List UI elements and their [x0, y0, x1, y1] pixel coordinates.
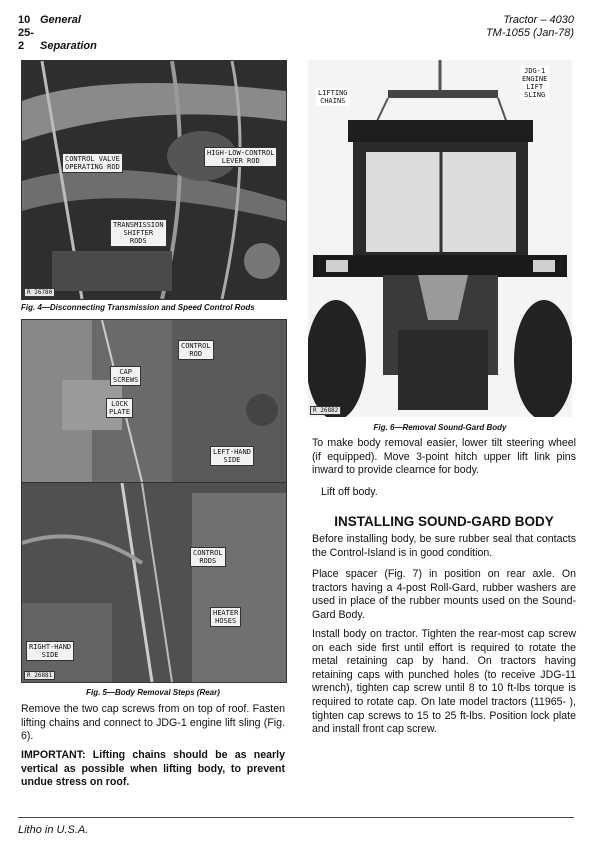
- right-paragraph-3: Before installing body, be sure rubber seal that contacts the Control-Island is in good condition.: [312, 533, 576, 559]
- header-left: [18, 14, 218, 53]
- fig5-label-right-hand-side: RIGHT-HAND SIDE: [26, 641, 74, 661]
- important-note: IMPORTANT: Lifting chains should be as nearly vertical as possible when lifting body, to prevent undue stress on roof.: [21, 749, 285, 789]
- fig5-label-control-rod: CONTROL ROD: [178, 340, 214, 360]
- fig6-photo-shapes: [308, 60, 572, 417]
- right-paragraph-2: Lift off body.: [321, 486, 378, 498]
- right-paragraph-4: Place spacer (Fig. 7) in position on rear axle. On tractors having a 4-post Roll-Gard, rubber washers are used in place of the rubber mounts used on the Sound-Gard Body.: [312, 568, 576, 621]
- fig5-plate: R 26881: [24, 671, 55, 680]
- header-page-number: 10: [18, 14, 31, 26]
- right-paragraph-1: To make body removal easier, lower tilt steering wheel (if equipped). Move 3-point hitch upper lift link pins inward to provide clearnce for body.: [312, 437, 576, 477]
- fig4-label-control-valve: CONTROL VALVE OPERATING ROD: [62, 153, 123, 173]
- fig5-label-cap-screws: CAP SCREWS: [110, 366, 141, 386]
- fig4-photo-shapes: [22, 61, 286, 299]
- fig5-label-control-rods: CONTROL RODS: [190, 547, 226, 567]
- fig6-plate: R 26882: [310, 406, 341, 415]
- footer-litho: Litho in U.S.A.: [18, 824, 89, 836]
- fig5-caption: Fig. 5—Body Removal Steps (Rear): [86, 688, 220, 697]
- header-model: Tractor – 4030: [503, 14, 574, 26]
- fig4-label-transmission: TRANSMISSION SHIFTER RODS: [110, 219, 167, 247]
- fig6-label-engine-lift-sling: JDG-1 ENGINE LIFT SLING: [522, 67, 548, 99]
- header-right: [374, 14, 574, 40]
- fig6-caption: Fig. 6—Removal Sound-Gard Body: [373, 423, 507, 432]
- fig4-label-speed-control: HIGH-LOW-CONTROL LEVER ROD: [204, 147, 277, 167]
- header-section: General: [40, 14, 81, 26]
- fig5-label-lock-plate: LOCK PLATE: [106, 398, 133, 418]
- left-paragraph-1: Remove the two cap screws from on top of roof. Fasten lifting chains and connect to JDG-1 engine lift sling (Fig. 6).: [21, 703, 285, 743]
- footer-rule: [18, 817, 574, 818]
- fig4-photo: [21, 60, 287, 300]
- header-subsection-number: 25-2: [18, 27, 34, 52]
- header-subsection: Separation: [40, 40, 97, 52]
- header-manual-number: TM-1055 (Jan-78): [485, 27, 574, 39]
- fig6-label-lifting-chains: LIFTING CHAINS: [318, 89, 348, 105]
- fig5-photo-lower: [21, 482, 287, 683]
- fig5-photo-upper: [21, 319, 287, 483]
- fig5-label-heater-hoses: HEATER HOSES: [210, 607, 241, 627]
- right-paragraph-5: Install body on tractor. Tighten the rear-most cap screw on each side first until effort is required to rotate the metal retaining cap by hand. On tractors having retaining caps with punched holes (to receive JDG-11 wrench), tighten cap screw until 8 to 10 ft-lbs torque is required to rotate cap. On late model tractors (11965- ), tighten cap screws to 15 to 25 ft-lbs. Position lock plate and install front cap screw.: [312, 628, 576, 736]
- fig4-plate: R 26780: [24, 288, 55, 297]
- section-heading: INSTALLING SOUND-GARD BODY: [334, 514, 554, 529]
- fig6-photo: [308, 60, 572, 417]
- fig5-label-left-hand-side: LEFT-HAND SIDE: [210, 446, 254, 466]
- fig4-caption: Fig. 4—Disconnecting Transmission and Speed Control Rods: [21, 303, 255, 312]
